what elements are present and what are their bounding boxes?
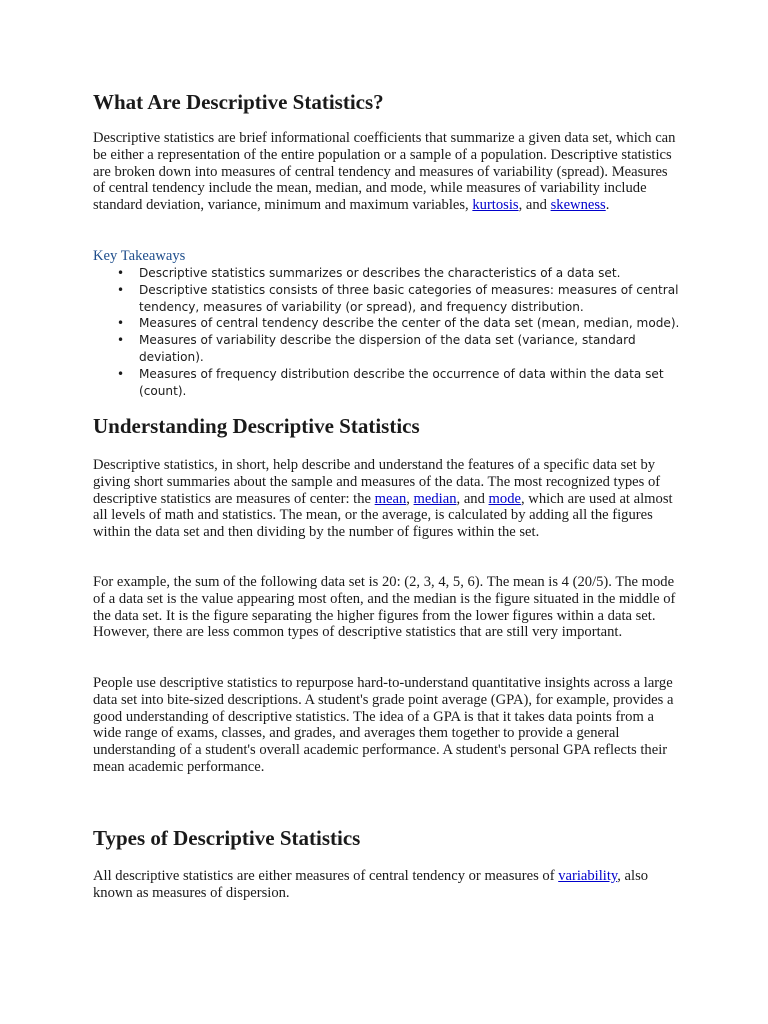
paragraph-definition-text: Descriptive statistics are brief informational coefficients that summarize a given data set, which can be either a representation of the entire population or a sample of a population. Descriptive statistics are broken down into measures of central tendency and measures of variability (spread). Measures of central tendency include the mean, median, and mode, while measures of variability include standard deviation, variance, minimum and maximum variables, bbox=[93, 130, 676, 214]
paragraph-understanding-separator: , bbox=[406, 490, 414, 507]
paragraph-definition-separator: , and bbox=[518, 197, 551, 214]
heading-understanding-descriptive-statistics: Understanding Descriptive Statistics bbox=[93, 414, 420, 438]
skewness-link[interactable]: skewness bbox=[550, 197, 606, 214]
list-item-text: Measures of central tendency describe the center of the data set (mean, median, mode). bbox=[139, 316, 680, 331]
bullet-icon: • bbox=[117, 366, 125, 381]
paragraph-types-text: All descriptive statistics are either measures of central tendency or measures of bbox=[93, 868, 559, 884]
list-item bbox=[93, 332, 683, 366]
bullet-icon: • bbox=[117, 266, 125, 280]
paragraph-definition bbox=[93, 130, 678, 214]
list-item-text: Descriptive statistics consists of three basic categories of measures: measures of central tendency, measures of variability (or spread), and frequency distribution. bbox=[139, 282, 679, 314]
list-item-text: Measures of variability describe the dispersion of the data set (variance, standard deviation). bbox=[139, 333, 636, 364]
heading-types-of-descriptive-statistics: Types of Descriptive Statistics bbox=[93, 826, 361, 850]
list-item bbox=[93, 265, 683, 282]
paragraph-types bbox=[93, 868, 678, 902]
paragraph-understanding-separator: , and bbox=[456, 490, 489, 507]
bullet-icon: • bbox=[117, 333, 125, 348]
median-link[interactable]: median bbox=[413, 490, 457, 507]
list-item-text: Descriptive statistics summarizes or describes the characteristics of a data set. bbox=[139, 266, 621, 280]
kurtosis-link[interactable]: kurtosis bbox=[472, 197, 519, 214]
key-takeaways-title: Key Takeaways bbox=[93, 248, 186, 264]
bullet-icon: • bbox=[117, 282, 125, 297]
list-item bbox=[93, 282, 683, 316]
bullet-icon: • bbox=[117, 316, 125, 331]
paragraph-example: For example, the sum of the following data set is 20: (2, 3, 4, 5, 6). The mean is 4 (20/5). The mode of a data set is the value appearing most often, and the median is the figure situated in the middle of the data set. It is the figure separating the higher figures from the lower figures within a data set. However, there are less common types of descriptive statistics that are still very important. bbox=[93, 574, 676, 641]
list-item bbox=[93, 366, 683, 400]
heading-what-are-descriptive-statistics: What Are Descriptive Statistics? bbox=[93, 90, 384, 114]
paragraph-types-end: , also known as measures of dispersion. bbox=[93, 868, 649, 901]
paragraph-understanding-text: Descriptive statistics, in short, help describe and understand the features of a specific data set by giving short summaries about the sample and measures of the data. The most recognized types of descriptive statistics are measures of center: the bbox=[93, 457, 661, 507]
variability-link[interactable]: variability bbox=[558, 868, 618, 884]
key-takeaways-list bbox=[93, 265, 683, 399]
mean-link[interactable]: mean bbox=[374, 490, 407, 507]
mode-link[interactable]: mode bbox=[488, 490, 521, 507]
paragraph-understanding bbox=[93, 457, 678, 541]
list-item bbox=[93, 315, 683, 332]
paragraph-definition-end: . bbox=[605, 197, 610, 214]
list-item-text: Measures of frequency distribution describe the occurrence of data within the data set (count). bbox=[139, 366, 664, 398]
paragraph-gpa: People use descriptive statistics to repurpose hard-to-understand quantitative insights across a large data set into bite-sized descriptions. A student's grade point average (GPA), for example, provides a good understanding of descriptive statistics. The idea of a GPA is that it takes data points from a wide range of exams, classes, and grades, and averages them together to provide a general understanding of a student's overall academic performance. A student's personal GPA reflects their mean academic performance. bbox=[93, 675, 674, 775]
paragraph-understanding-end: , which are used at almost all levels of math and statistics. The mean, or the average, is calculated by adding all the figures within the data set and then dividing by the number of figures within the set. bbox=[93, 490, 673, 541]
